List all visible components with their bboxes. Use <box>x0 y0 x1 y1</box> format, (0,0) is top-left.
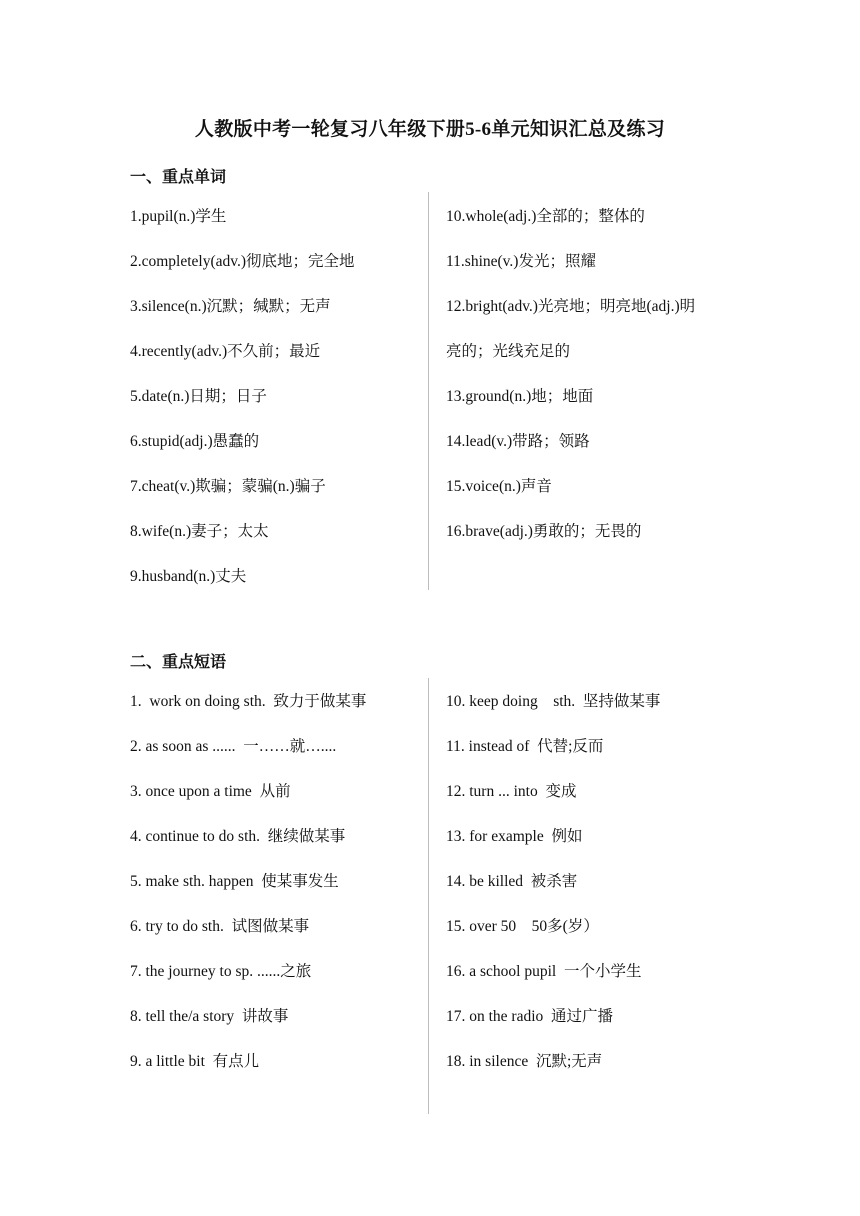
page-title: 人教版中考一轮复习八年级下册5-6单元知识汇总及练习 <box>194 119 666 140</box>
list-item: 亮的；光线充足的 <box>446 343 571 360</box>
list-item: 12.bright(adv.)光亮地；明亮地(adj.)明 <box>446 298 696 315</box>
list-item: 6. try to do sth. 试图做某事 <box>130 918 310 935</box>
section-heading-key-words: 一、重点单词 <box>130 169 227 186</box>
list-item: 12. turn ... into 变成 <box>446 783 577 800</box>
list-item: 6.stupid(adj.)愚蠢的 <box>130 433 260 450</box>
list-item: 14. be killed 被杀害 <box>446 873 578 890</box>
list-item: 9. a little bit 有点儿 <box>130 1053 260 1070</box>
list-item: 7.cheat(v.)欺骗；蒙骗(n.)骗子 <box>130 478 326 495</box>
list-item: 2. as soon as ...... 一……就….... <box>130 738 337 755</box>
list-item: 18. in silence 沉默;无声 <box>446 1053 603 1070</box>
list-item: 1. work on doing sth. 致力于做某事 <box>130 693 367 710</box>
list-item: 7. the journey to sp. ......之旅 <box>130 963 312 980</box>
list-item: 4. continue to do sth. 继续做某事 <box>130 828 346 845</box>
list-item: 15. over 50 50多(岁） <box>446 918 599 935</box>
list-item: 16. a school pupil 一个小学生 <box>446 963 642 980</box>
column-divider <box>428 192 429 590</box>
list-item: 13.ground(n.)地；地面 <box>446 388 594 405</box>
list-item: 5. make sth. happen 使某事发生 <box>130 873 339 890</box>
key-words-right-column <box>446 194 695 554</box>
key-phrases-right-column <box>446 679 660 1084</box>
list-item: 8. tell the/a story 讲故事 <box>130 1008 289 1025</box>
column-divider <box>428 678 429 1114</box>
list-item: 4.recently(adv.)不久前；最近 <box>130 343 321 360</box>
list-item: 1.pupil(n.)学生 <box>130 208 227 225</box>
list-item: 9.husband(n.)丈夫 <box>130 568 247 585</box>
list-item: 13. for example 例如 <box>446 828 583 845</box>
list-item: 11.shine(v.)发光；照耀 <box>446 253 596 270</box>
key-phrases-left-column <box>130 679 366 1084</box>
list-item: 8.wife(n.)妻子；太太 <box>130 523 269 540</box>
list-item: 10. keep doing sth. 坚持做某事 <box>446 693 661 710</box>
list-item: 16.brave(adj.)勇敢的；无畏的 <box>446 523 642 540</box>
list-item: 17. on the radio 通过广播 <box>446 1008 614 1025</box>
list-item: 2.completely(adv.)彻底地；完全地 <box>130 253 355 270</box>
list-item: 15.voice(n.)声音 <box>446 478 552 495</box>
list-item: 10.whole(adj.)全部的；整体的 <box>446 208 645 225</box>
key-words-left-column <box>130 194 355 599</box>
list-item: 11. instead of 代替;反而 <box>446 738 604 755</box>
list-item: 3. once upon a time 从前 <box>130 783 291 800</box>
list-item: 3.silence(n.)沉默；缄默；无声 <box>130 298 331 315</box>
list-item: 5.date(n.)日期；日子 <box>130 388 267 405</box>
section-heading-key-phrases: 二、重点短语 <box>130 654 227 671</box>
list-item: 14.lead(v.)带路；领路 <box>446 433 590 450</box>
